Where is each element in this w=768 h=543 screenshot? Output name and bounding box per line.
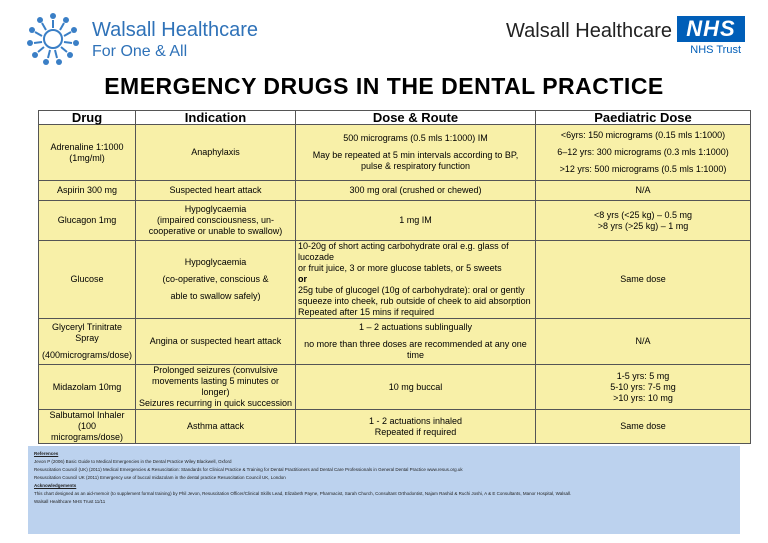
indication-cell <box>136 365 296 410</box>
acknowledgements-text: This chart designed as an aid-memoir (to supplement formal training) by Phil Jevon, Resuscitation Officer/Clinical Skills Lead, Elizabeth Payne, Pharmacist, Sarah Church, Consultant Orthodontist, Najam Rashid & Ruchi Joshi, A & E Consultants, Manor Hospital, Walsall. <box>34 491 572 496</box>
reference-item: Resuscitation Council UK (2011) Emergency use of buccal midazolam in the dental practice Resuscitation Council UK, London <box>34 475 286 480</box>
reference-item: Resuscitation Council (UK) (2011) Medical Emergencies & Resuscitation: Standards for Clinical Practice & Training for Dental Practitioners and Dental Care Professionals in General Dental Practice www.resus.org.uk <box>34 467 463 472</box>
cell-text-line: Glucagon 1mg <box>57 215 117 225</box>
indication-cell <box>136 201 296 241</box>
cell-text-line: 10 mg buccal <box>388 381 443 392</box>
paediatric-cell <box>536 125 751 181</box>
cell-text-line: (100 micrograms/dose) <box>50 421 124 442</box>
cell-text-line: <8 yrs (<25 kg) – 0.5 mg <box>593 209 693 220</box>
cell-text-line: (1mg/ml) <box>69 152 105 163</box>
drug-cell <box>39 201 136 241</box>
cell-text-line: 1 - 2 actuations inhaled <box>368 415 463 426</box>
cell-text-line: Hypoglycaemia <box>184 204 247 214</box>
cell-text-line: able to swallow safely) <box>170 291 261 301</box>
indication-cell <box>136 410 296 444</box>
cell-text-line: 500 micrograms (0.5 mls 1:1000) IM <box>343 133 488 143</box>
left-org-tagline: For One & All <box>92 43 188 60</box>
table-row <box>39 201 751 241</box>
column-header-drug: Drug <box>39 111 136 125</box>
cell-text-line: 10-20g of short acting carbohydrate oral e.g. glass of lucozade <box>298 241 509 262</box>
dose-cell <box>296 125 536 181</box>
cell-text-line: >8 yrs (>25 kg) – 1 mg <box>597 220 689 231</box>
cell-text-line: N/A <box>635 185 651 195</box>
table-row <box>39 410 751 444</box>
table-body <box>39 125 751 444</box>
reference-item: Jevon P (2006) Basic Guide to Medical Emergencies in the Dental Practice Wiley Blackwell, Oxford <box>34 459 232 464</box>
indication-cell <box>136 319 296 365</box>
paediatric-cell <box>536 241 751 319</box>
cell-text-line: Repeated if required <box>374 426 457 437</box>
table-row <box>39 319 751 365</box>
table-row <box>39 181 751 201</box>
cell-text-line: >12 yrs: 500 micrograms (0.5 mls 1:1000) <box>559 164 727 174</box>
cell-text-line: 1-5 yrs: 5 mg <box>616 370 670 381</box>
cell-text-line: May be repeated at 5 min intervals according to BP, <box>312 150 519 160</box>
table-header-row <box>39 111 751 125</box>
walsall-healthcare-logo-icon <box>22 8 84 70</box>
emergency-drugs-table <box>38 110 751 444</box>
dose-cell <box>296 181 536 201</box>
page-title: EMERGENCY DRUGS IN THE DENTAL PRACTICE <box>104 73 664 99</box>
cell-text-line: 5-10 yrs: 7-5 mg <box>610 381 676 392</box>
cell-text-line: Seizures recurring in quick succession <box>138 398 293 408</box>
cell-text-line: Same dose <box>620 274 666 284</box>
cell-text-line: Same dose <box>620 421 666 431</box>
cell-text-line: 300 mg oral (crushed or chewed) <box>349 185 482 195</box>
column-header-indication: Indication <box>136 111 296 125</box>
cell-text-line: Salbutamol Inhaler <box>49 410 125 420</box>
indication-cell <box>136 241 296 319</box>
cell-text-line: Repeated after 15 mins if required <box>298 307 435 317</box>
nhs-trust-label: NHS Trust <box>690 44 741 56</box>
drug-cell <box>39 125 136 181</box>
cell-text-line: no more than three doses are recommended at any one time <box>304 339 527 360</box>
cell-text-line: (impaired consciousness, un- <box>156 215 275 225</box>
cell-text-line: Midazolam 10mg <box>52 381 122 392</box>
left-org-name: Walsall Healthcare <box>92 19 258 41</box>
acknowledgements-heading: Acknowledgements <box>34 483 77 488</box>
cell-text-line: 25g tube of glucogel (10g of carbohydrate): oral or gently <box>298 285 525 295</box>
cell-text-line: (co-operative, conscious & <box>162 274 269 284</box>
dose-cell <box>296 241 536 319</box>
references-heading: References <box>34 451 59 456</box>
drug-cell <box>39 181 136 201</box>
cell-text-line: Glyceryl Trinitrate Spray <box>51 322 122 343</box>
table-row <box>39 125 751 181</box>
left-org-block <box>92 20 258 62</box>
cell-text-line: movements lasting 5 minutes or longer) <box>151 376 280 397</box>
indication-cell <box>136 125 296 181</box>
right-org-name: Walsall Healthcare <box>506 20 672 42</box>
cell-text-line: Aspirin 300 mg <box>56 185 118 195</box>
cell-text-line: 6–12 yrs: 300 micrograms (0.3 mls 1:1000) <box>557 147 729 157</box>
cell-text-line: pulse & respiratory function <box>360 161 471 171</box>
cell-text-line: 1 – 2 actuations sublingually <box>358 322 473 332</box>
indication-cell <box>136 181 296 201</box>
cell-text-line: Hypoglycaemia <box>184 257 247 267</box>
cell-text-line: cooperative or unable to swallow) <box>148 226 283 236</box>
paediatric-cell <box>536 201 751 241</box>
nhs-logo-badge: NHS <box>677 16 745 42</box>
cell-text-line: Angina or suspected heart attack <box>149 336 282 346</box>
paediatric-cell <box>536 181 751 201</box>
cell-text-line: Glucose <box>70 274 104 284</box>
footer-note: Walsall Healthcare NHS Trust 11/11 <box>34 499 106 504</box>
cell-text-line: 1 mg IM <box>399 215 432 225</box>
table-row <box>39 365 751 410</box>
cell-text-line: or fruit juice, 3 or more glucose tablets, or 5 sweets <box>298 263 502 273</box>
table-row <box>39 241 751 319</box>
dose-cell <box>296 365 536 410</box>
column-header-dose-route: Dose & Route <box>296 111 536 125</box>
cell-text-line: Suspected heart attack <box>169 185 262 195</box>
page-header <box>0 0 768 74</box>
dose-cell <box>296 319 536 365</box>
cell-text-line: squeeze into cheek, rub outside of cheek to aid absorption <box>298 296 531 306</box>
paediatric-cell <box>536 410 751 444</box>
dose-cell <box>296 410 536 444</box>
drug-cell <box>39 319 136 365</box>
references-panel <box>28 446 740 534</box>
cell-text-line: N/A <box>635 336 651 346</box>
cell-text-line: Adrenaline 1:1000 <box>50 141 124 152</box>
cell-text-line: (400micrograms/dose) <box>41 350 133 360</box>
cell-text-line: Prolonged seizures (convulsive <box>153 365 278 375</box>
cell-text-line: Asthma attack <box>186 421 245 431</box>
paediatric-cell <box>536 365 751 410</box>
cell-text-line: or <box>298 274 307 284</box>
drug-cell <box>39 410 136 444</box>
drug-cell <box>39 365 136 410</box>
dose-cell <box>296 201 536 241</box>
cell-text-line: >10 yrs: 10 mg <box>613 392 673 403</box>
cell-text-line: Anaphylaxis <box>191 147 240 157</box>
cell-text-line: <6yrs: 150 micrograms (0.15 mls 1:1000) <box>560 130 726 140</box>
drug-cell <box>39 241 136 319</box>
paediatric-cell <box>536 319 751 365</box>
column-header-paediatric-dose: Paediatric Dose <box>536 111 751 125</box>
